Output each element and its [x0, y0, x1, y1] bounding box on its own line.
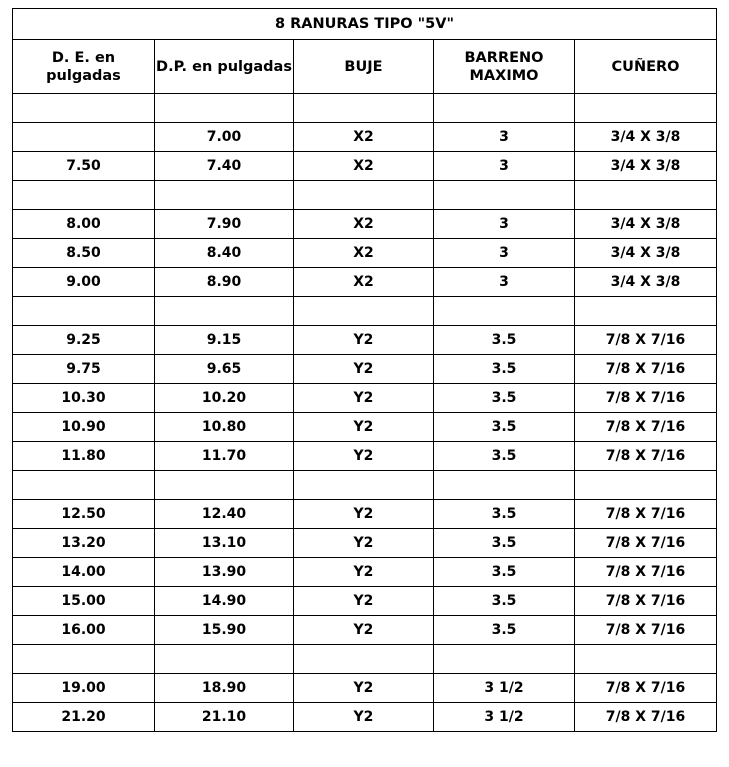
cell-max-bore: [434, 471, 575, 500]
table-row: [13, 616, 717, 645]
table-row: [13, 558, 717, 587]
cell-outer-diameter: 14.00: [13, 558, 155, 587]
cell-max-bore: [434, 94, 575, 123]
cell-outer-diameter: 19.00: [13, 674, 155, 703]
cell-outer-diameter: 9.25: [13, 326, 155, 355]
table-spacer-row: [13, 181, 717, 210]
cell-max-bore: 3 1/2: [434, 674, 575, 703]
table-row: [13, 239, 717, 268]
cell-bushing: Y2: [294, 384, 434, 413]
cell-pitch-diameter: 14.90: [155, 587, 294, 616]
cell-outer-diameter: 9.00: [13, 268, 155, 297]
table-row: [13, 152, 717, 181]
cell-outer-diameter: [13, 181, 155, 210]
cell-bushing: Y2: [294, 442, 434, 471]
cell-bushing: X2: [294, 152, 434, 181]
cell-keyway: 7/8 X 7/16: [575, 587, 717, 616]
cell-keyway: [575, 94, 717, 123]
cell-keyway: 3/4 X 3/8: [575, 210, 717, 239]
cell-bushing: [294, 471, 434, 500]
cell-max-bore: 3 1/2: [434, 703, 575, 732]
cell-keyway: [575, 471, 717, 500]
cell-bushing: [294, 94, 434, 123]
table-row: [13, 268, 717, 297]
cell-outer-diameter: [13, 94, 155, 123]
cell-outer-diameter: 13.20: [13, 529, 155, 558]
header-keyway: CUÑERO: [575, 40, 717, 94]
header-outer-diameter: D. E. en pulgadas: [13, 40, 155, 94]
table-row: [13, 413, 717, 442]
cell-outer-diameter: [13, 645, 155, 674]
cell-max-bore: 3.5: [434, 413, 575, 442]
cell-outer-diameter: 15.00: [13, 587, 155, 616]
cell-bushing: [294, 645, 434, 674]
cell-outer-diameter: [13, 123, 155, 152]
cell-max-bore: [434, 181, 575, 210]
cell-keyway: 7/8 X 7/16: [575, 703, 717, 732]
cell-pitch-diameter: 8.90: [155, 268, 294, 297]
cell-keyway: 7/8 X 7/16: [575, 674, 717, 703]
cell-bushing: Y2: [294, 674, 434, 703]
table-row: [13, 529, 717, 558]
cell-keyway: 7/8 X 7/16: [575, 326, 717, 355]
cell-pitch-diameter: 8.40: [155, 239, 294, 268]
table-spacer-row: [13, 297, 717, 326]
cell-max-bore: 3.5: [434, 500, 575, 529]
cell-bushing: [294, 181, 434, 210]
table-spacer-row: [13, 645, 717, 674]
cell-max-bore: 3.5: [434, 558, 575, 587]
cell-pitch-diameter: 7.00: [155, 123, 294, 152]
cell-max-bore: 3: [434, 239, 575, 268]
cell-max-bore: 3.5: [434, 384, 575, 413]
table-spacer-row: [13, 471, 717, 500]
cell-pitch-diameter: [155, 645, 294, 674]
cell-bushing: Y2: [294, 558, 434, 587]
cell-max-bore: 3: [434, 152, 575, 181]
cell-keyway: 3/4 X 3/8: [575, 239, 717, 268]
cell-pitch-diameter: 13.90: [155, 558, 294, 587]
table-row: [13, 674, 717, 703]
cell-pitch-diameter: 10.20: [155, 384, 294, 413]
cell-bushing: Y2: [294, 529, 434, 558]
cell-pitch-diameter: 10.80: [155, 413, 294, 442]
cell-pitch-diameter: 7.90: [155, 210, 294, 239]
cell-outer-diameter: [13, 471, 155, 500]
cell-max-bore: 3.5: [434, 587, 575, 616]
cell-outer-diameter: 16.00: [13, 616, 155, 645]
cell-max-bore: [434, 297, 575, 326]
cell-pitch-diameter: 12.40: [155, 500, 294, 529]
cell-keyway: 3/4 X 3/8: [575, 123, 717, 152]
table-title: 8 RANURAS TIPO "5V": [13, 9, 717, 40]
cell-bushing: Y2: [294, 413, 434, 442]
cell-bushing: Y2: [294, 703, 434, 732]
cell-max-bore: 3: [434, 210, 575, 239]
cell-keyway: 7/8 X 7/16: [575, 384, 717, 413]
cell-outer-diameter: 9.75: [13, 355, 155, 384]
cell-outer-diameter: 10.90: [13, 413, 155, 442]
cell-keyway: 7/8 X 7/16: [575, 558, 717, 587]
cell-pitch-diameter: 9.15: [155, 326, 294, 355]
cell-keyway: [575, 645, 717, 674]
table-body: [13, 94, 717, 732]
cell-pitch-diameter: [155, 94, 294, 123]
cell-bushing: Y2: [294, 326, 434, 355]
cell-keyway: [575, 181, 717, 210]
cell-outer-diameter: [13, 297, 155, 326]
cell-max-bore: 3.5: [434, 355, 575, 384]
cell-outer-diameter: 10.30: [13, 384, 155, 413]
table-row: [13, 384, 717, 413]
header-pitch-diameter: D.P. en pulgadas: [155, 40, 294, 94]
table-row: [13, 355, 717, 384]
header-max-bore: BARRENO MAXIMO: [434, 40, 575, 94]
cell-keyway: 7/8 X 7/16: [575, 442, 717, 471]
header-bushing: BUJE: [294, 40, 434, 94]
cell-keyway: 7/8 X 7/16: [575, 413, 717, 442]
pulley-spec-table: [12, 8, 717, 732]
cell-max-bore: 3.5: [434, 442, 575, 471]
cell-pitch-diameter: [155, 181, 294, 210]
cell-outer-diameter: 8.50: [13, 239, 155, 268]
table-row: [13, 500, 717, 529]
cell-outer-diameter: 8.00: [13, 210, 155, 239]
cell-keyway: 3/4 X 3/8: [575, 268, 717, 297]
table-row: [13, 587, 717, 616]
cell-pitch-diameter: [155, 297, 294, 326]
table-row: [13, 123, 717, 152]
table-row: [13, 703, 717, 732]
cell-keyway: 7/8 X 7/16: [575, 529, 717, 558]
cell-outer-diameter: 12.50: [13, 500, 155, 529]
cell-bushing: Y2: [294, 587, 434, 616]
cell-pitch-diameter: 18.90: [155, 674, 294, 703]
cell-outer-diameter: 7.50: [13, 152, 155, 181]
cell-pitch-diameter: 21.10: [155, 703, 294, 732]
cell-bushing: X2: [294, 210, 434, 239]
cell-outer-diameter: 11.80: [13, 442, 155, 471]
cell-pitch-diameter: 11.70: [155, 442, 294, 471]
cell-bushing: Y2: [294, 500, 434, 529]
cell-bushing: X2: [294, 239, 434, 268]
table-header-row: [13, 40, 717, 94]
table-title-row: [13, 9, 717, 40]
cell-max-bore: 3.5: [434, 326, 575, 355]
cell-pitch-diameter: [155, 471, 294, 500]
cell-outer-diameter: 21.20: [13, 703, 155, 732]
cell-keyway: 7/8 X 7/16: [575, 355, 717, 384]
cell-max-bore: 3.5: [434, 616, 575, 645]
cell-max-bore: 3: [434, 268, 575, 297]
table-row: [13, 210, 717, 239]
table-spacer-row: [13, 94, 717, 123]
cell-keyway: 7/8 X 7/16: [575, 616, 717, 645]
cell-max-bore: 3.5: [434, 529, 575, 558]
cell-bushing: Y2: [294, 616, 434, 645]
cell-pitch-diameter: 7.40: [155, 152, 294, 181]
cell-keyway: [575, 297, 717, 326]
cell-bushing: X2: [294, 123, 434, 152]
table-row: [13, 442, 717, 471]
cell-max-bore: 3: [434, 123, 575, 152]
cell-pitch-diameter: 15.90: [155, 616, 294, 645]
cell-bushing: Y2: [294, 355, 434, 384]
cell-keyway: 3/4 X 3/8: [575, 152, 717, 181]
cell-pitch-diameter: 9.65: [155, 355, 294, 384]
cell-max-bore: [434, 645, 575, 674]
cell-keyway: 7/8 X 7/16: [575, 500, 717, 529]
cell-bushing: [294, 297, 434, 326]
cell-bushing: X2: [294, 268, 434, 297]
table-row: [13, 326, 717, 355]
cell-pitch-diameter: 13.10: [155, 529, 294, 558]
